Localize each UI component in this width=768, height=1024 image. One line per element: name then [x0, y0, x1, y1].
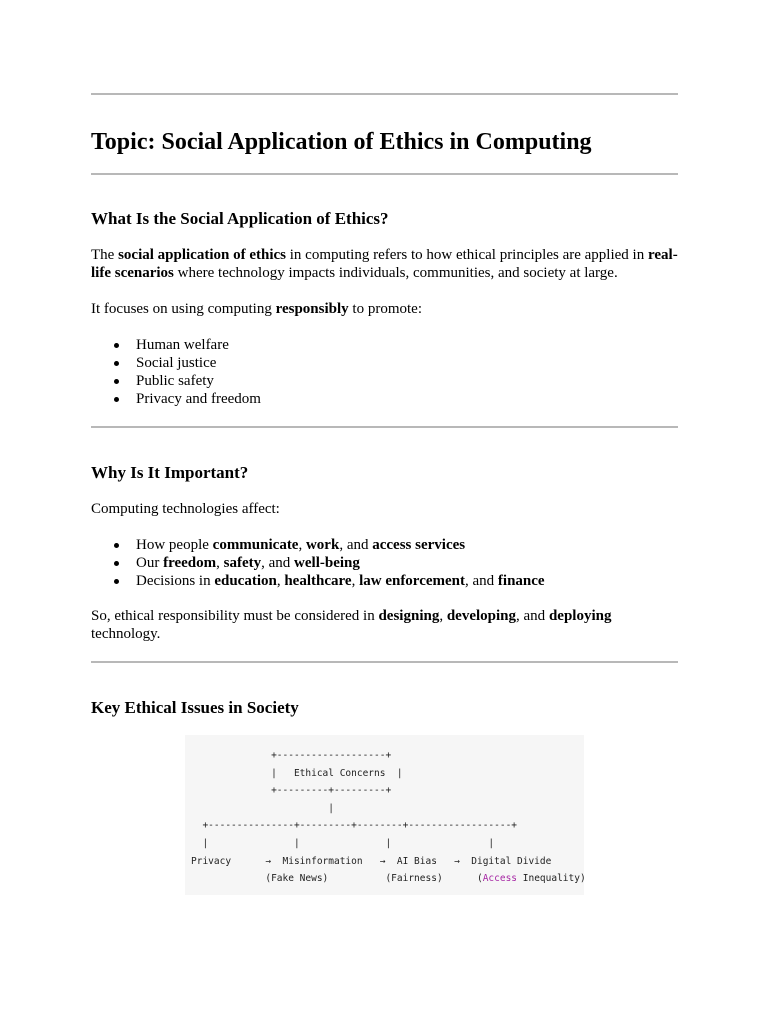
list-item: Public safety [91, 372, 678, 390]
focus-paragraph: It focuses on using computing responsibly to promote: [91, 301, 422, 317]
horizontal-rule [91, 426, 678, 428]
section-heading-key-issues: Key Ethical Issues in Society [91, 698, 299, 717]
diagram-keyword: Access [482, 873, 518, 885]
list-item: How people communicate, work, and access services [91, 536, 678, 554]
horizontal-rule [91, 93, 678, 95]
ethical-concerns-diagram [185, 735, 584, 895]
list-item: Social justice [91, 354, 678, 372]
section-heading-importance: Why Is It Important? [91, 463, 249, 482]
diagram-text: +-------------------+ | Ethical Concerns | +---------+---------+ | +---------------+---------+--------+------------------+ | | | | Privacy → Misinformation → AI Bias → Digital Divide (Fake News) (Fairness) (Access Inequality) [191, 750, 586, 885]
importance-intro: Computing technologies affect: [91, 501, 280, 517]
emphasis: social application of ethics [118, 247, 286, 263]
emphasis: real-life scenarios [91, 247, 678, 281]
list-item: Decisions in education, healthcare, law enforcement, and finance [91, 572, 678, 590]
section-heading-what-is: What Is the Social Application of Ethics? [91, 209, 389, 228]
conclusion-paragraph: So, ethical responsibility must be considered in designing, developing, and deploying technology. [91, 608, 612, 642]
horizontal-rule [91, 173, 678, 175]
page-title: Topic: Social Application of Ethics in Computing [91, 129, 592, 155]
list-item: Privacy and freedom [91, 390, 678, 408]
list-item: Our freedom, safety, and well-being [91, 554, 678, 572]
promote-list [91, 336, 678, 408]
horizontal-rule [91, 661, 678, 663]
list-item: Human welfare [91, 336, 678, 354]
definition-paragraph: The social application of ethics in computing refers to how ethical principles are applied in real-life scenarios where technology impacts individuals, communities, and society at large. [91, 247, 678, 281]
emphasis: responsibly [275, 301, 349, 317]
importance-list [91, 536, 678, 590]
